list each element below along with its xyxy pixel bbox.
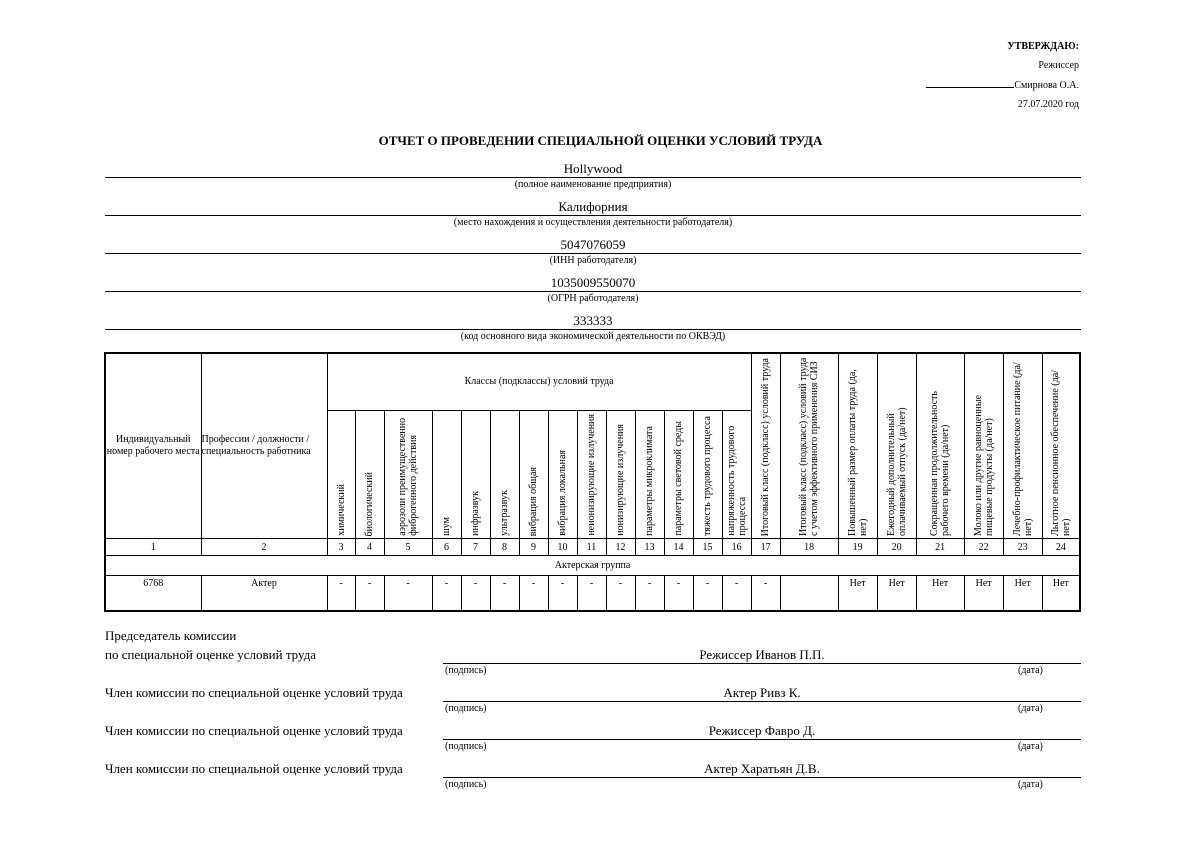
field-value: 5047076059 (105, 236, 1081, 254)
column-number: 16 (722, 539, 751, 556)
column-number: 5 (384, 539, 432, 556)
benefit-value: Нет (838, 576, 877, 612)
header-factor-text: параметры световой среды (673, 421, 684, 536)
column-number: 8 (490, 539, 519, 556)
field-caption: (ОГРН работодателя) (547, 293, 639, 304)
header-therapeutic-food-text: Лечебно-профилактическое питание (да/нет) (1011, 362, 1034, 536)
field-inn (105, 236, 1081, 267)
approval-signature (926, 78, 1079, 93)
group-label: Актерская группа (105, 556, 1080, 576)
factor-value: - (384, 576, 432, 612)
date-caption: (дата) (1018, 779, 1043, 790)
field-value: Калифорния (105, 198, 1081, 216)
field-caption: (место нахождения и осуществления деятельности работодателя) (453, 217, 733, 228)
column-number: 1 (105, 539, 201, 556)
header-pension (1042, 353, 1080, 539)
header-factor (635, 411, 664, 539)
header-factor-text: тяжесть трудового процесса (702, 416, 713, 536)
header-factor (577, 411, 606, 539)
factor-value: - (693, 576, 722, 612)
member-name: Актер Харатьян Д.В. (443, 760, 1081, 778)
header-profession: Профессии / должности / специальность работника (201, 353, 327, 539)
header-factor (327, 411, 355, 539)
sout-results-table (104, 352, 1081, 612)
benefit-value: Нет (964, 576, 1003, 612)
header-milk (964, 353, 1003, 539)
column-number: 15 (693, 539, 722, 556)
header-increased-pay-text: Повышенный размер оплаты труда (да, нет) (846, 369, 869, 536)
signature-caption: (подпись) (445, 703, 487, 714)
column-number: 22 (964, 539, 1003, 556)
column-numbers-row (105, 539, 1080, 556)
field-caption: (полное наименование предприятия) (514, 179, 672, 190)
member-label: Член комиссии по специальной оценке условий труда (105, 761, 403, 776)
header-factor-text: вибрация локальная (557, 450, 568, 536)
header-factor (355, 411, 384, 539)
factor-value: - (519, 576, 548, 612)
header-classes: Классы (подклассы) условий труда (327, 353, 751, 411)
workplace-number: 6768 (105, 576, 201, 612)
header-factor (606, 411, 635, 539)
field-value: 1035009550070 (105, 274, 1081, 292)
factor-value: - (548, 576, 577, 612)
factor-value: - (490, 576, 519, 612)
approval-signature-name: Смирнова О.А. (1014, 80, 1079, 91)
column-number: 13 (635, 539, 664, 556)
header-factor (461, 411, 490, 539)
factor-value: - (577, 576, 606, 612)
chairman-name: Режиссер Иванов П.П. (443, 646, 1081, 664)
factor-value: - (664, 576, 693, 612)
header-workplace-number: Индивидуальный номер рабочего места (105, 353, 201, 539)
signature-caption: (подпись) (445, 665, 487, 676)
header-extra-leave-text: Ежегодный дополнительный оплачиваемый отпуск (да/нет) (885, 407, 908, 536)
factor-value: - (606, 576, 635, 612)
header-factor-text: неионизирующие излучения (586, 414, 597, 536)
field-company-name (105, 160, 1081, 191)
header-factor-text: биологический (364, 471, 375, 536)
header-factor-text: ионизирующие излучения (615, 424, 626, 536)
header-final-class-text: Итоговый класс (подкласс) условий труда (760, 357, 772, 536)
column-number: 18 (780, 539, 838, 556)
column-number: 3 (327, 539, 355, 556)
report-title: ОТЧЕТ О ПРОВЕДЕНИИ СПЕЦИАЛЬНОЙ ОЦЕНКИ УСЛОВИЙ ТРУДА (378, 133, 823, 148)
header-factor (490, 411, 519, 539)
header-final-class (751, 353, 780, 539)
header-factor-text: химический (335, 484, 347, 536)
date-caption: (дата) (1018, 703, 1043, 714)
field-okved (105, 312, 1081, 343)
column-number: 19 (838, 539, 877, 556)
header-reduced-hours-text: Сокращенная продолжительность рабочего времени (да/нет) (929, 391, 952, 536)
header-factor (519, 411, 548, 539)
column-number: 21 (916, 539, 964, 556)
factor-value: - (355, 576, 384, 612)
header-factor-text: напряженность трудового процесса (725, 426, 748, 536)
field-value: 333333 (105, 312, 1081, 330)
group-row (105, 556, 1080, 576)
header-factor-text: аэрозоли преимущественно фиброгенного действия (397, 418, 419, 536)
column-number: 6 (432, 539, 461, 556)
chairman-label-line1: Председатель комиссии (105, 628, 237, 643)
field-location (105, 198, 1081, 229)
field-caption: (ИНН работодателя) (549, 255, 637, 266)
column-number: 14 (664, 539, 693, 556)
final-class-siz (780, 576, 838, 612)
header-factor-text: параметры микроклимата (644, 426, 655, 536)
header-final-class-siz-text: Итоговый класс (подкласс) условий труда с учетом эффективного применения СИЗ (798, 357, 821, 536)
header-extra-leave (877, 353, 916, 539)
header-factor (548, 411, 577, 539)
header-therapeutic-food (1003, 353, 1042, 539)
column-number: 9 (519, 539, 548, 556)
final-class: - (751, 576, 780, 612)
header-reduced-hours (916, 353, 964, 539)
column-number: 10 (548, 539, 577, 556)
header-factor-text: вибрация общая (528, 466, 539, 536)
date-caption: (дата) (1018, 665, 1043, 676)
header-factor-text: шум (441, 517, 452, 536)
member-name: Актер Ривз К. (443, 684, 1081, 702)
member-name: Режиссер Фавро Д. (443, 722, 1081, 740)
approval-heading: УТВЕРЖДАЮ: (1007, 41, 1079, 52)
header-factor (664, 411, 693, 539)
date-caption: (дата) (1018, 741, 1043, 752)
column-number: 4 (355, 539, 384, 556)
column-number: 23 (1003, 539, 1042, 556)
approval-signature-line (926, 78, 1014, 88)
factor-value: - (635, 576, 664, 612)
column-number: 2 (201, 539, 327, 556)
header-factor (384, 411, 432, 539)
factor-value: - (461, 576, 490, 612)
benefit-value: Нет (1042, 576, 1080, 612)
signature-caption: (подпись) (445, 779, 487, 790)
header-factor-text: инфразвук (470, 491, 481, 536)
header-factor (693, 411, 722, 539)
header-factor (432, 411, 461, 539)
column-number: 24 (1042, 539, 1080, 556)
chairman-label-line2: по специальной оценке условий труда (105, 647, 317, 662)
benefit-value: Нет (916, 576, 964, 612)
benefit-value: Нет (1003, 576, 1042, 612)
profession: Актер (201, 576, 327, 612)
approval-block (926, 40, 1079, 112)
field-value: Hollywood (105, 160, 1081, 178)
field-caption: (код основного вида экономической деятельности по ОКВЭД) (460, 331, 726, 342)
header-milk-text: Молоко или другие равноценные пищевые продукты (да/нет) (972, 394, 995, 536)
member-label: Член комиссии по специальной оценке условий труда (105, 723, 403, 738)
table-row (105, 576, 1080, 612)
header-increased-pay (838, 353, 877, 539)
header-pension-text: Льготное пенсионное обеспечение (да/нет) (1049, 370, 1072, 536)
column-number: 17 (751, 539, 780, 556)
factor-value: - (722, 576, 751, 612)
column-number: 11 (577, 539, 606, 556)
signature-caption: (подпись) (445, 741, 487, 752)
header-factor-text: ультразвук (499, 490, 510, 536)
column-number: 20 (877, 539, 916, 556)
header-factor (722, 411, 751, 539)
field-ogrn (105, 274, 1081, 305)
approval-date: 27.07.2020 год (1017, 99, 1079, 110)
column-number: 7 (461, 539, 490, 556)
factor-value: - (432, 576, 461, 612)
benefit-value: Нет (877, 576, 916, 612)
factor-value: - (327, 576, 355, 612)
header-final-class-siz (780, 353, 838, 539)
approval-role: Режиссер (1038, 60, 1079, 71)
column-number: 12 (606, 539, 635, 556)
member-label: Член комиссии по специальной оценке условий труда (105, 685, 403, 700)
